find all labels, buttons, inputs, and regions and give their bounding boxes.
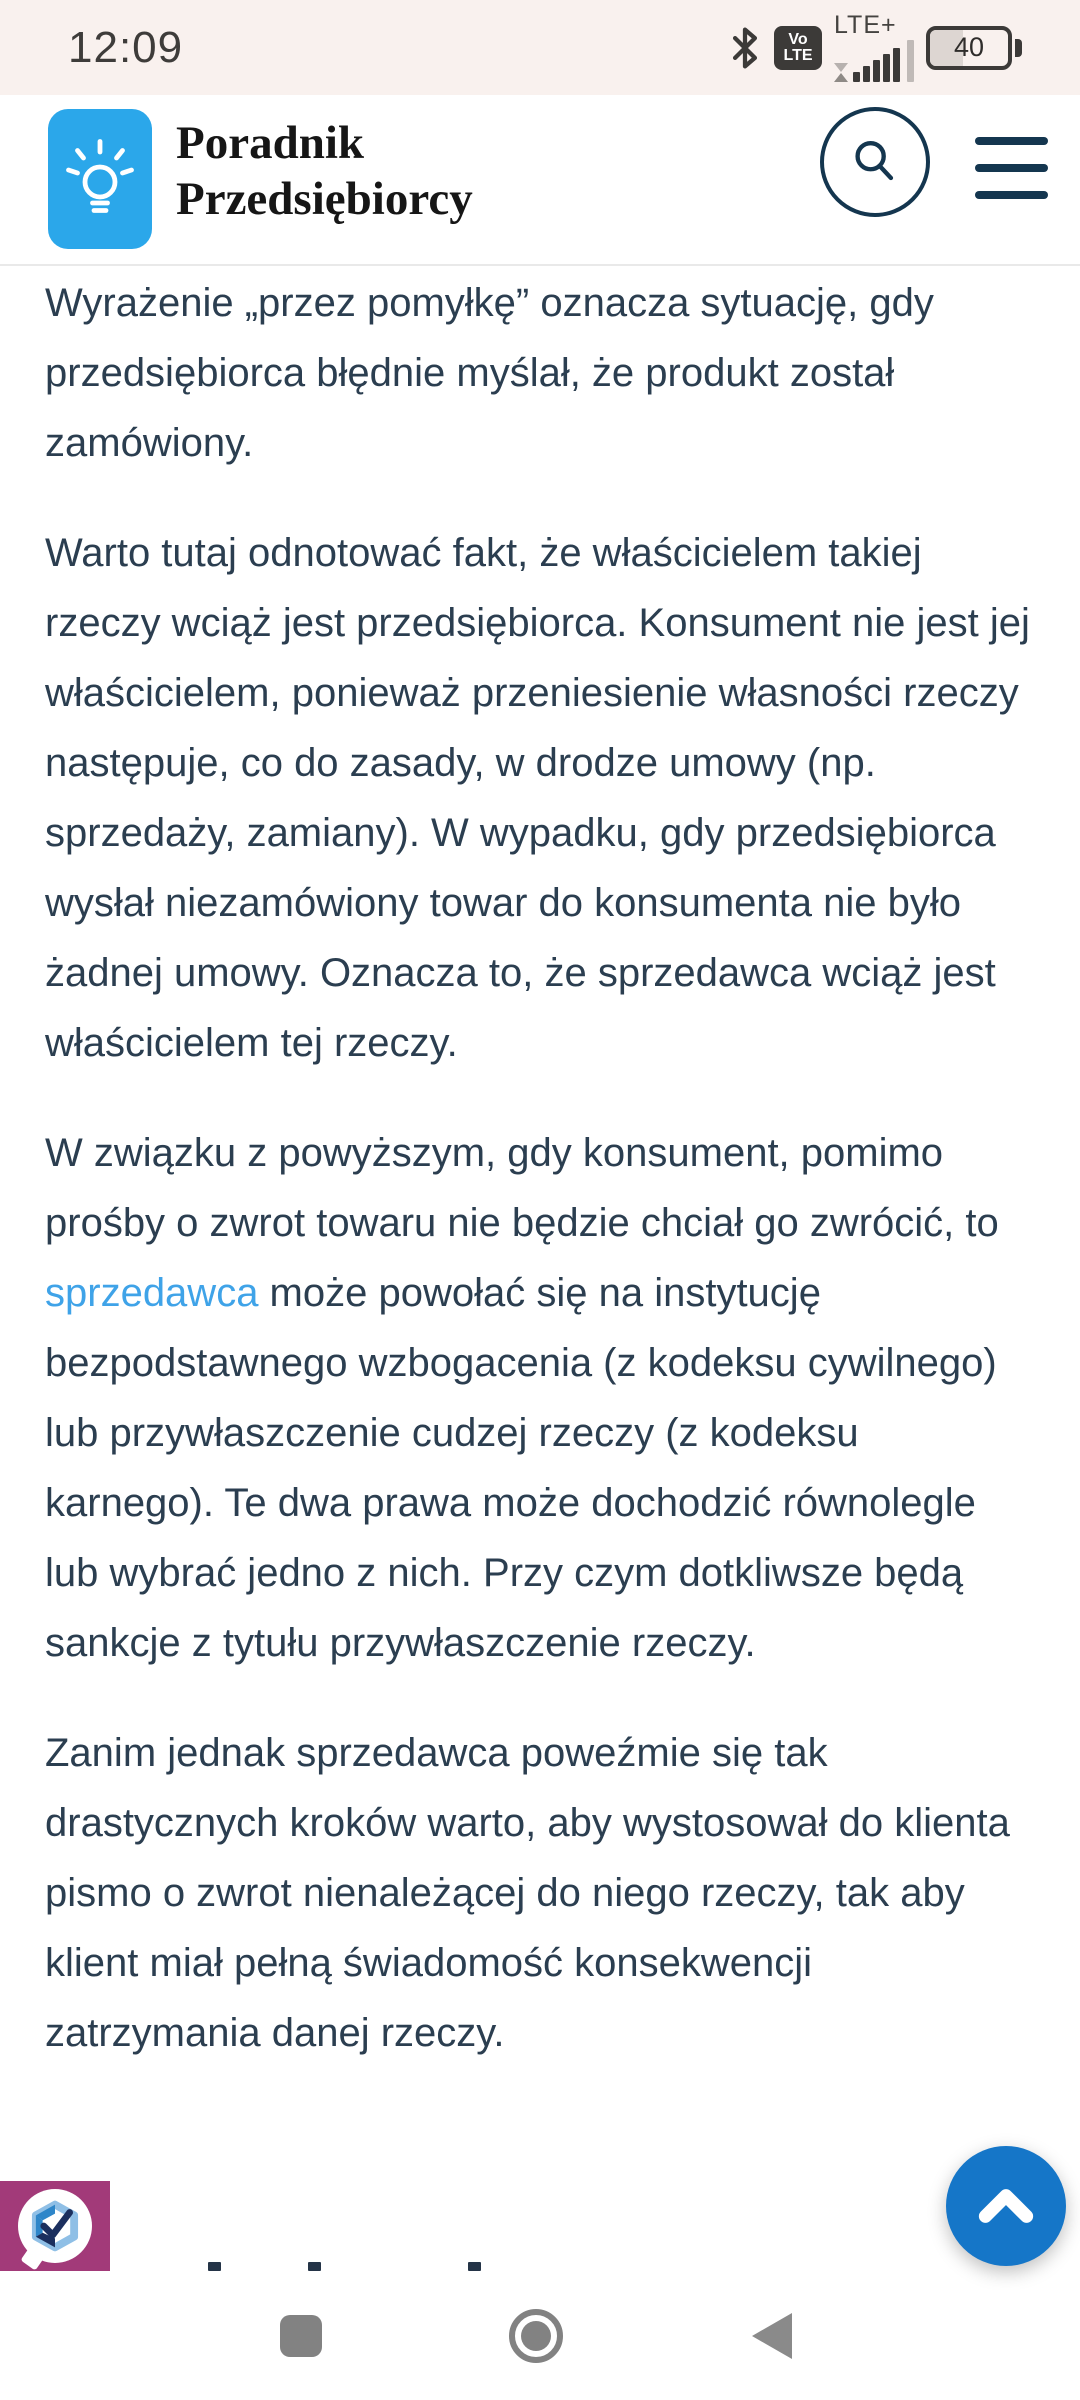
clipped-heading-fragment <box>308 2262 321 2271</box>
article-paragraph: Wyrażenie „przez pomyłkę” oznacza sytuację, gdy przedsiębiorca błędnie myślał, że produkt został zamówiony. <box>45 281 934 465</box>
back-button[interactable] <box>752 2313 792 2359</box>
clock: 12:09 <box>68 22 184 72</box>
data-arrows-icon <box>834 63 848 82</box>
article-paragraph: W związku z powyższym, gdy konsument, pomimo prośby o zwrot towaru nie będzie chciał go zwrócić, to sprzedawca może powołać się na instytucję bezpodstawnego wzbogacenia (z kodeksu cywilnego) lub przywłaszczenie cudzej rzeczy (z kodeksu karnego). Te dwa prawa może dochodzić równolegle lub wybrać jedno z nich. Przy czym dotkliwsze będą sankcje z tytułu przywłaszczenie rzeczy. <box>45 1131 999 1665</box>
volte-icon: Vo LTE <box>774 26 822 70</box>
chat-bubble-icon <box>18 2189 92 2263</box>
clipped-heading-fragment <box>208 2262 221 2271</box>
home-button[interactable] <box>509 2309 563 2363</box>
network-indicator <box>834 13 914 82</box>
hamburger-icon <box>975 137 1048 145</box>
search-icon <box>846 133 904 191</box>
checkmark-logo-icon <box>28 2199 82 2253</box>
network-type-label: LTE+ <box>834 11 897 39</box>
chat-widget-badge[interactable] <box>0 2181 110 2271</box>
status-bar <box>0 0 1080 95</box>
battery-icon <box>926 26 1022 70</box>
article-body <box>0 266 1080 2108</box>
recents-button[interactable] <box>280 2315 322 2357</box>
bluetooth-icon <box>728 25 762 71</box>
home-icon <box>521 2321 551 2351</box>
site-logo[interactable] <box>48 109 152 249</box>
scroll-to-top-button[interactable] <box>946 2146 1066 2266</box>
site-title[interactable]: Poradnik Przedsiębiorcy <box>176 117 473 225</box>
site-header <box>0 95 1080 264</box>
chevron-up-icon <box>973 2184 1039 2228</box>
clipped-heading-fragment <box>468 2262 481 2271</box>
article-paragraph: Warto tutaj odnotować fakt, że właścicielem takiej rzeczy wciąż jest przedsiębiorca. Konsument nie jest jej właścicielem, ponieważ przeniesienie własności rzeczy następuje, co do zasady, w drodze umowy (np. sprzedaży, zamiany). W wypadku, gdy przedsiębiorca wysłał niezamówiony towar do konsumenta nie było żadnej umowy. Oznacza to, że sprzedawca wciąż jest właścicielem tej rzeczy. <box>45 531 1030 1065</box>
inline-link-sprzedawca[interactable]: sprzedawca <box>45 1271 259 1315</box>
lightbulb-icon <box>64 131 136 227</box>
battery-percent: 40 <box>953 32 985 62</box>
menu-button[interactable] <box>975 137 1048 199</box>
signal-bars-icon <box>834 40 914 82</box>
article-paragraph: Zanim jednak sprzedawca poweźmie się tak drastycznych kroków warto, aby wystosował do klienta pismo o zwrot nienależącej do niego rzeczy, tak aby klient miał pełną świadomość konsekwencji zatrzymania danej rzeczy. <box>45 1731 1010 2055</box>
android-nav-bar <box>0 2290 1080 2400</box>
search-button[interactable] <box>820 107 930 217</box>
status-icons <box>728 11 1022 78</box>
